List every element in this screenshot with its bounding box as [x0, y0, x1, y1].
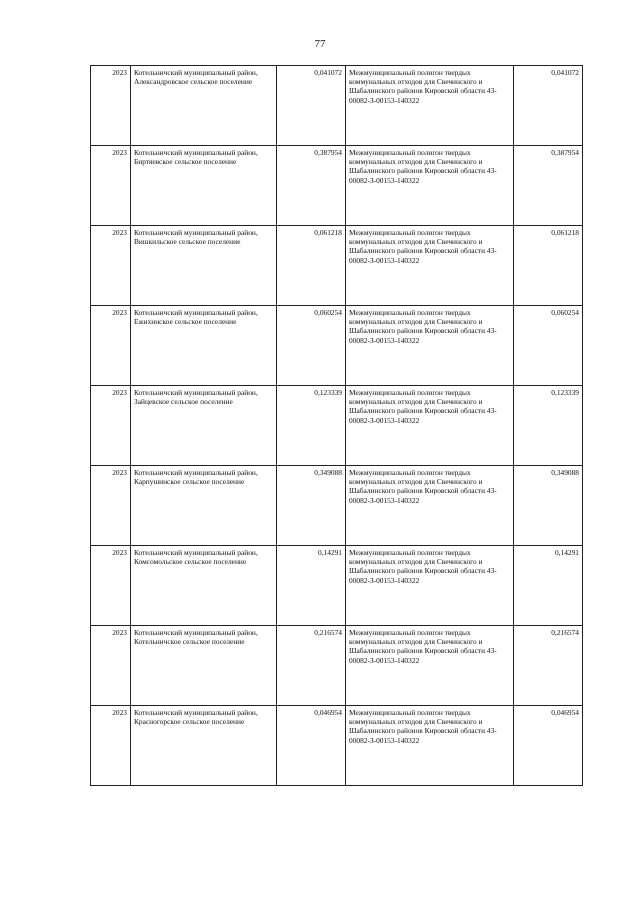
- table-row: [91, 706, 583, 786]
- source-cell: Котельничский муниципальный район, Вишкильское сельское поселение: [131, 226, 277, 306]
- mass-cell: 0,14291: [277, 546, 346, 626]
- table-row: [91, 306, 583, 386]
- waste-flow-table: [90, 65, 583, 786]
- destination-cell: Межмуниципальный полигон твердых коммунальных отходов для Свечинского и Шабалинского районов Кировской области 43-00082-З-00153-140322: [346, 386, 514, 466]
- table-body: [91, 66, 583, 786]
- received-mass-cell: 0,14291: [514, 546, 583, 626]
- source-cell: Котельничский муниципальный район, Красногорское сельское поселение: [131, 706, 277, 786]
- mass-cell: 0,061218: [277, 226, 346, 306]
- mass-cell: 0,041072: [277, 66, 346, 146]
- destination-cell: Межмуниципальный полигон твердых коммунальных отходов для Свечинского и Шабалинского районов Кировской области 43-00082-З-00153-140322: [346, 306, 514, 386]
- table-row: [91, 226, 583, 306]
- year-cell: 2023: [91, 706, 131, 786]
- year-cell: 2023: [91, 306, 131, 386]
- source-cell: Котельничский муниципальный район, Зайцевское сельское поселение: [131, 386, 277, 466]
- destination-cell: Межмуниципальный полигон твердых коммунальных отходов для Свечинского и Шабалинского районов Кировской области 43-00082-З-00153-140322: [346, 706, 514, 786]
- destination-cell: Межмуниципальный полигон твердых коммунальных отходов для Свечинского и Шабалинского районов Кировской области 43-00082-З-00153-140322: [346, 466, 514, 546]
- table-row: [91, 546, 583, 626]
- source-cell: Котельничский муниципальный район, Александровское сельское поселение: [131, 66, 277, 146]
- received-mass-cell: 0,216574: [514, 626, 583, 706]
- mass-cell: 0,123339: [277, 386, 346, 466]
- year-cell: 2023: [91, 146, 131, 226]
- destination-cell: Межмуниципальный полигон твердых коммунальных отходов для Свечинского и Шабалинского районов Кировской области 43-00082-З-00153-140322: [346, 626, 514, 706]
- mass-cell: 0,216574: [277, 626, 346, 706]
- table-row: [91, 386, 583, 466]
- received-mass-cell: 0,387954: [514, 146, 583, 226]
- received-mass-cell: 0,123339: [514, 386, 583, 466]
- year-cell: 2023: [91, 66, 131, 146]
- page-number: 77: [314, 38, 326, 50]
- received-mass-cell: 0,046954: [514, 706, 583, 786]
- table-row: [91, 466, 583, 546]
- received-mass-cell: 0,060254: [514, 306, 583, 386]
- received-mass-cell: 0,041072: [514, 66, 583, 146]
- mass-cell: 0,060254: [277, 306, 346, 386]
- year-cell: 2023: [91, 546, 131, 626]
- mass-cell: 0,046954: [277, 706, 346, 786]
- year-cell: 2023: [91, 626, 131, 706]
- source-cell: Котельничский муниципальный район, Котельничское сельское поселение: [131, 626, 277, 706]
- table-row: [91, 66, 583, 146]
- year-cell: 2023: [91, 386, 131, 466]
- destination-cell: Межмуниципальный полигон твердых коммунальных отходов для Свечинского и Шабалинского районов Кировской области 43-00082-З-00153-140322: [346, 546, 514, 626]
- received-mass-cell: 0,349088: [514, 466, 583, 546]
- source-cell: Котельничский муниципальный район, Биртяевское сельское поселение: [131, 146, 277, 226]
- received-mass-cell: 0,061218: [514, 226, 583, 306]
- source-cell: Котельничский муниципальный район, Комсомольское сельское поселение: [131, 546, 277, 626]
- mass-cell: 0,349088: [277, 466, 346, 546]
- source-cell: Котельничский муниципальный район, Карпушинское сельское поселение: [131, 466, 277, 546]
- mass-cell: 0,387954: [277, 146, 346, 226]
- source-cell: Котельничский муниципальный район, Ежихинское сельское поселение: [131, 306, 277, 386]
- destination-cell: Межмуниципальный полигон твердых коммунальных отходов для Свечинского и Шабалинского районов Кировской области 43-00082-З-00153-140322: [346, 146, 514, 226]
- year-cell: 2023: [91, 466, 131, 546]
- year-cell: 2023: [91, 226, 131, 306]
- destination-cell: Межмуниципальный полигон твердых коммунальных отходов для Свечинского и Шабалинского районов Кировской области 43-00082-З-00153-140322: [346, 226, 514, 306]
- destination-cell: Межмуниципальный полигон твердых коммунальных отходов для Свечинского и Шабалинского районов Кировской области 43-00082-З-00153-140322: [346, 66, 514, 146]
- table-row: [91, 146, 583, 226]
- table-row: [91, 626, 583, 706]
